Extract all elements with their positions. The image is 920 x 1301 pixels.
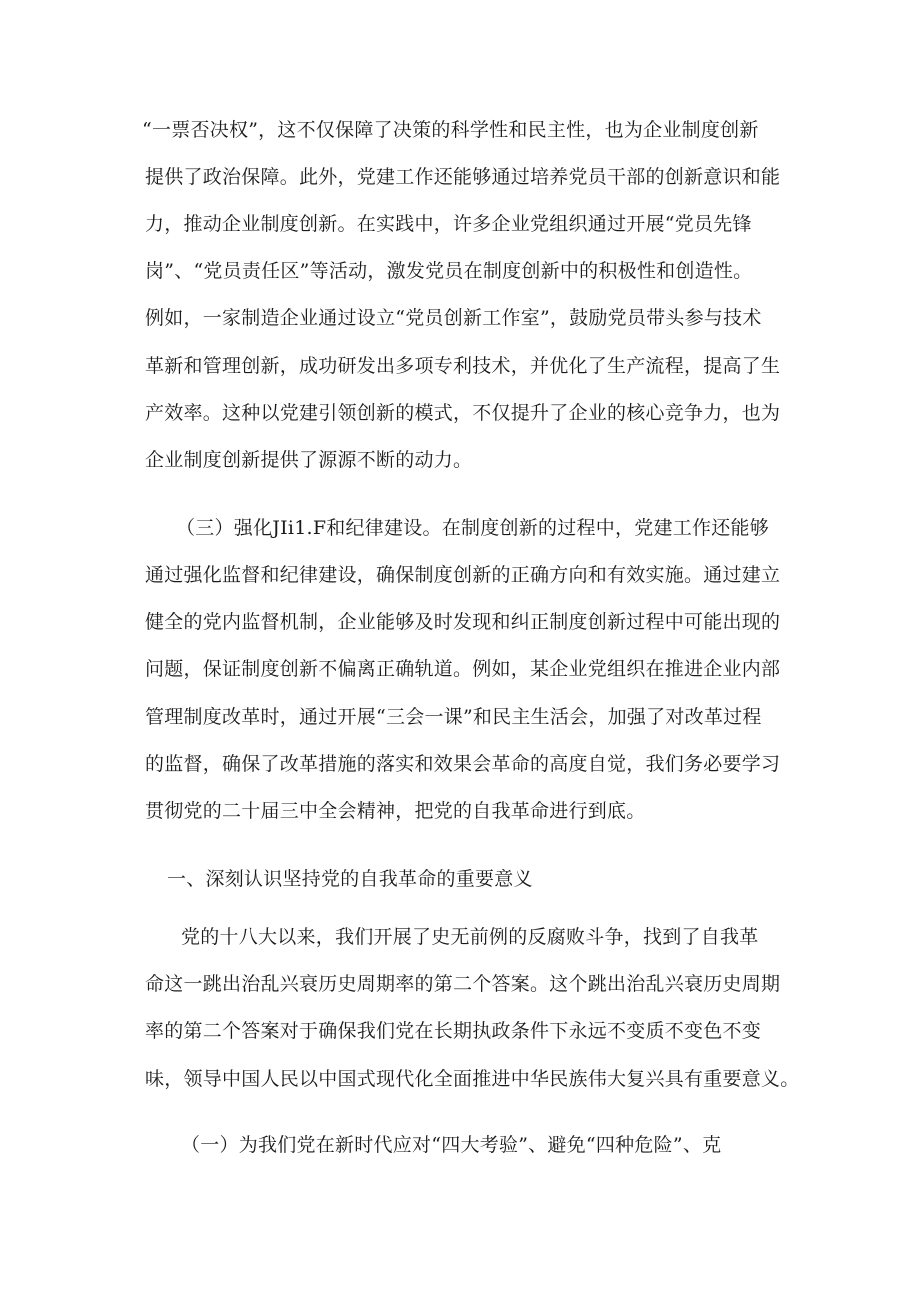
paragraph-line: 提供了政治保障。此外，党建工作还能够通过培养党员干部的创新意识和能	[145, 166, 781, 188]
paragraph-line: “一票否决权”，这不仅保障了决策的科学性和民主性，也为企业制度创新	[142, 119, 759, 141]
subsection-heading: （一）为我们党在新时代应对“四大考验”、避免“四种危险”、克	[181, 1134, 722, 1156]
paragraph-line: 问题，保证制度创新不偏离正确轨道。例如，某企业党组织在推进企业内部	[145, 658, 781, 680]
paragraph-line: 管理制度改革时，通过开展“三会一课”和民主生活会，加强了对改革过程	[145, 706, 762, 728]
paragraph-line: 力，推动企业制度创新。在实践中，许多企业党组织通过开展“党员先锋	[145, 213, 752, 235]
paragraph-line: 产效率。这种以党建引领创新的模式，不仅提升了企业的核心竞争力，也为	[145, 402, 781, 424]
paragraph-line: 味，领导中国人民以中国式现代化全面推进中华民族伟大复兴具有重要意义。	[145, 1068, 800, 1090]
paragraph-line: 健全的党内监督机制，企业能够及时发现和纠正制度创新过程中可能出现的	[145, 611, 781, 633]
paragraph-line: 的监督，确保了改革措施的落实和效果会革命的高度自觉，我们务必要学习	[145, 753, 781, 775]
paragraph-line: 贯彻党的二十届三中全会精神，把党的自我革命进行到底。	[145, 800, 646, 822]
paragraph-line: 党的十八大以来，我们开展了史无前例的反腐败斗争，找到了自我革	[181, 926, 759, 948]
paragraph-line: 率的第二个答案对于确保我们党在长期执政条件下永远不变质不变色不变	[145, 1020, 762, 1042]
paragraph-line: 例如，一家制造企业通过设立“党员创新工作室”，鼓励党员带头参与技术	[145, 307, 762, 329]
paragraph-line: 企业制度创新提供了源源不断的动力。	[145, 449, 473, 471]
paragraph-line: 命这一跳出治乱兴衰历史周期率的第二个答案。这个跳出治乱兴衰历史周期	[145, 973, 781, 995]
paragraph-line: 通过强化监督和纪律建设，确保制度创新的正确方向和有效实施。通过建立	[145, 564, 781, 586]
paragraph-line: 岗”、“党员责任区”等活动，激发党员在制度创新中的积极性和创造性。	[145, 260, 753, 282]
section-heading: 一、深刻认识坚持党的自我革命的重要意义	[167, 868, 533, 890]
paragraph-line: 革新和管理创新，成功研发出多项专利技术，并优化了生产流程，提高了生	[145, 355, 781, 377]
section-paragraph-start: （三）强化JIi1.F和纪律建设。在制度创新的过程中，党建工作还能够	[176, 517, 770, 539]
